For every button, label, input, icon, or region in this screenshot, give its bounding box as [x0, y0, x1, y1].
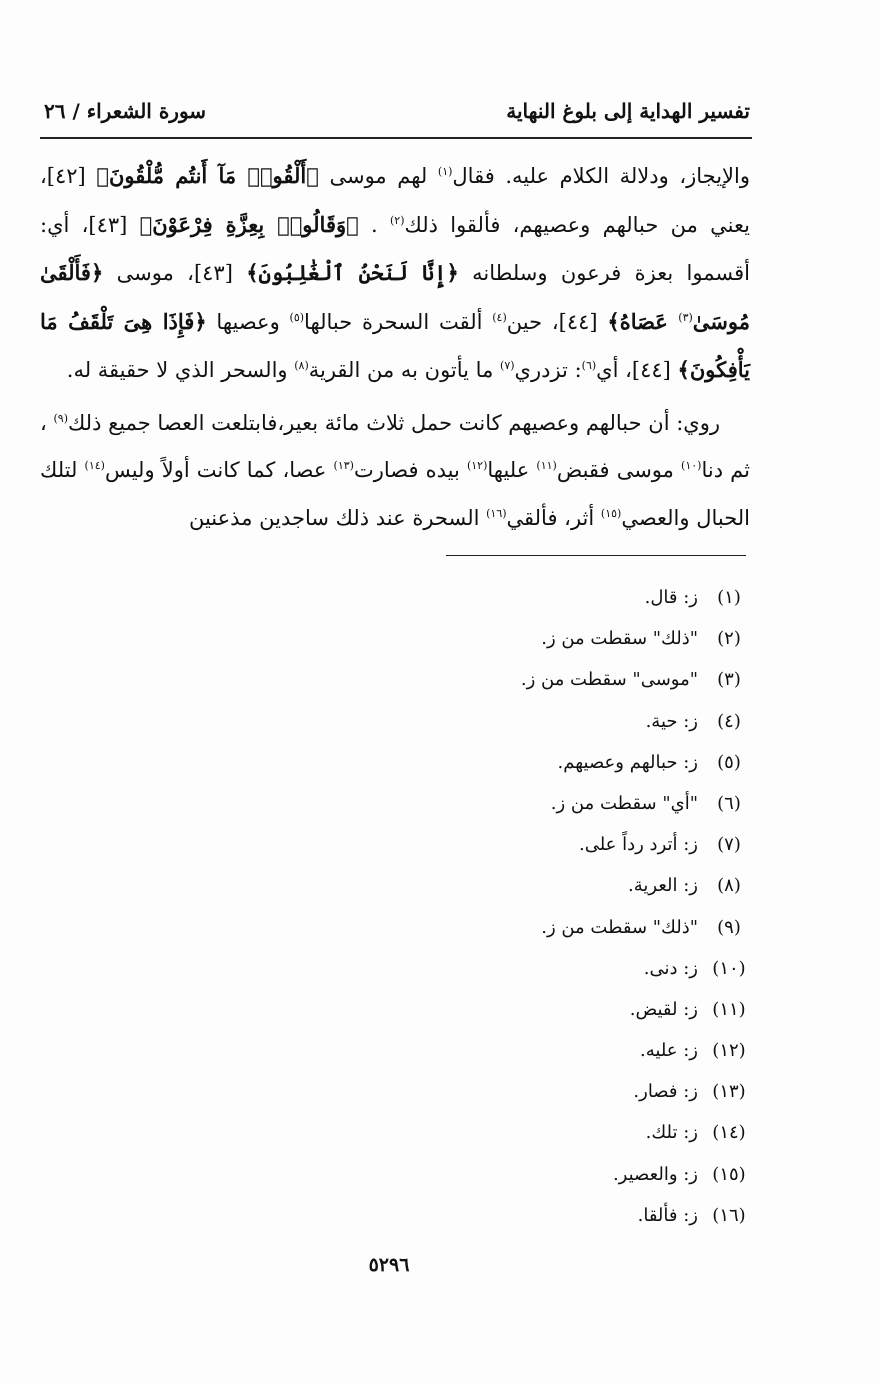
text-run: لتلك الحبال والعصي — [40, 458, 750, 530]
footnotes-list — [300, 577, 750, 1236]
footnote-number: (٥) — [717, 751, 741, 773]
footnote-reference: (٣) — [678, 310, 693, 324]
text-run: [٤٣]، موسى — [103, 261, 247, 285]
footnote-reference: (٩) — [53, 411, 68, 425]
footnote-text: ز: فألقا. — [637, 1204, 698, 1226]
footnote-text: "موسى" سقطت من ز. — [520, 669, 698, 691]
footnote-text: ز: حية. — [645, 710, 698, 732]
footnote-item — [300, 1154, 750, 1195]
footnote-reference: (٦) — [581, 359, 597, 372]
footnote-reference: (٨) — [294, 359, 309, 372]
footnote-text: ز: عليه. — [640, 1040, 698, 1062]
text-run: [٤٣]، أي: أقسموا بعزة فرعون وسلطانه — [40, 212, 750, 285]
text-run: وعصيها — [206, 309, 290, 334]
footnote-reference: (١٢) — [466, 459, 488, 472]
text-run: والإيجاز، ودلالة الكلام عليه. فقال — [452, 164, 751, 188]
text-run: . — [358, 212, 390, 237]
quran-verse: ﴿أَلْقُوا۟ مَآ أَنتُم مُّلْقُونَ﴾ — [96, 163, 319, 188]
footnote-number: (٦) — [717, 792, 741, 814]
footnote-item — [300, 659, 750, 700]
surah-page-label: سورة الشعراء / ٢٦ — [44, 99, 207, 123]
footnote-item — [300, 907, 750, 948]
footnote-number: (١٥) — [712, 1163, 746, 1185]
quran-verse: عَصَاهُ﴾ — [607, 308, 679, 334]
footnote-text: "أي" سقطت من ز. — [550, 792, 698, 814]
text-run: ألقت السحرة حبالها — [304, 309, 493, 334]
footnote-item — [300, 948, 750, 989]
footnote-item — [300, 742, 750, 783]
footnote-number: (١٠) — [712, 957, 746, 979]
quran-verse: ﴿وَقَالُوا۟ بِعِزَّةِ فِرْعَوْنَ﴾ — [139, 211, 359, 237]
footnote-text: ز: أترد رداً على. — [578, 834, 698, 856]
text-run: لهم موسى — [318, 164, 438, 188]
header-divider — [40, 137, 752, 139]
running-header — [44, 94, 750, 128]
footnote-reference: (٥) — [289, 310, 305, 324]
footnote-reference: (١٦) — [486, 506, 507, 520]
footnote-text: "ذلك" سقطت من ز. — [541, 628, 698, 650]
footnote-number: (١٦) — [712, 1204, 746, 1226]
footnote-text: ز: فصار. — [633, 1081, 698, 1103]
footnote-number: (١٤) — [712, 1122, 746, 1144]
footnote-number: (١١) — [712, 998, 746, 1020]
text-run: [٤٤]، أي — [596, 358, 678, 382]
footnote-item — [300, 577, 750, 618]
footnote-item — [300, 1030, 750, 1071]
footnote-item — [300, 783, 750, 824]
footnote-text: ز: لقيض. — [629, 998, 698, 1020]
paragraph-1 — [40, 152, 750, 395]
text-run: ما يأتون به من القرية — [308, 358, 501, 382]
text-run: أثر، فألقي — [506, 505, 601, 530]
footnote-text: ز: العرية. — [628, 875, 698, 897]
footnote-text: ز: والعصير. — [612, 1163, 698, 1185]
footnote-reference: (٤) — [492, 310, 507, 324]
footnote-reference: (١٣) — [333, 459, 354, 472]
footnote-reference: (٢) — [389, 213, 405, 227]
footnote-text: ز: قال. — [644, 587, 698, 608]
page-number: ٥٢٩٦ — [368, 1254, 410, 1276]
text-run: السحرة عند ذلك ساجدين مذعنين — [188, 505, 487, 530]
footnote-text: ز: تلك. — [645, 1122, 698, 1144]
text-run: والسحر الذي لا حقيقة له. — [66, 358, 295, 382]
text-run: عليها — [487, 458, 537, 482]
footnote-reference: (١٤) — [84, 459, 105, 472]
footnote-divider — [446, 555, 746, 556]
footnote-item — [300, 1195, 750, 1236]
footnote-reference: (١١) — [536, 459, 557, 472]
footnote-item — [300, 618, 750, 659]
footnote-reference: (١) — [437, 165, 453, 178]
footnote-number: (٧) — [717, 834, 741, 856]
main-text — [40, 152, 750, 542]
text-run: عصا، كما كانت أولاً وليس — [104, 458, 334, 482]
text-run: بيده فصارت — [353, 458, 467, 482]
footnote-reference: (١٥) — [600, 506, 622, 520]
footnote-item — [300, 701, 750, 742]
text-run: : تزدري — [514, 358, 582, 382]
quran-verse: ﴿فَأَلْقَىٰ مُوسَىٰ — [40, 260, 750, 334]
footnote-item — [300, 989, 750, 1030]
footnote-number: (٣) — [717, 669, 741, 691]
footnote-text: "ذلك" سقطت من ز. — [541, 916, 698, 938]
footnote-number: (١٢) — [712, 1040, 746, 1062]
text-run: روي: أن حبالهم وعصيهم كانت حمل ثلاث مائة بعير،فابتلعت العصا جميع ذلك — [67, 410, 721, 435]
footnote-number: (١٣) — [712, 1081, 746, 1103]
footnote-item — [300, 1112, 750, 1153]
footnote-number: (١) — [717, 587, 741, 608]
footnote-text: ز: حبالهم وعصيهم. — [557, 751, 698, 773]
quran-verse: ﴿إِنَّا لَنَحْنُ ٱلْغَٰلِبُونَ﴾ — [246, 260, 459, 285]
paragraph-2 — [40, 400, 750, 543]
text-run: [٤٤]، حين — [506, 309, 608, 334]
footnote-reference: (٧) — [500, 359, 515, 372]
footnote-reference: (١٠) — [681, 459, 702, 472]
footnote-item — [300, 865, 750, 906]
footnote-number: (٢) — [717, 628, 741, 650]
footnote-number: (٨) — [717, 875, 741, 897]
text-run: [٤٢]، يعني من حبالهم وعصيهم، فألقوا ذلك — [40, 164, 750, 237]
quran-verse: ﴿فَإِذَا هِىَ تَلْقَفُ مَا يَأْفِكُونَ﴾ — [40, 308, 750, 382]
footnote-text: ز: دنى. — [643, 957, 698, 979]
footnote-item — [300, 1071, 750, 1112]
footnote-item — [300, 824, 750, 865]
footnote-number: (٤) — [717, 710, 741, 732]
text-run: موسى فقبض — [556, 458, 682, 482]
footnote-number: (٩) — [717, 916, 741, 938]
book-title: تفسير الهداية إلى بلوغ النهاية — [506, 99, 750, 123]
text-run: ، ثم دنا — [40, 410, 750, 482]
